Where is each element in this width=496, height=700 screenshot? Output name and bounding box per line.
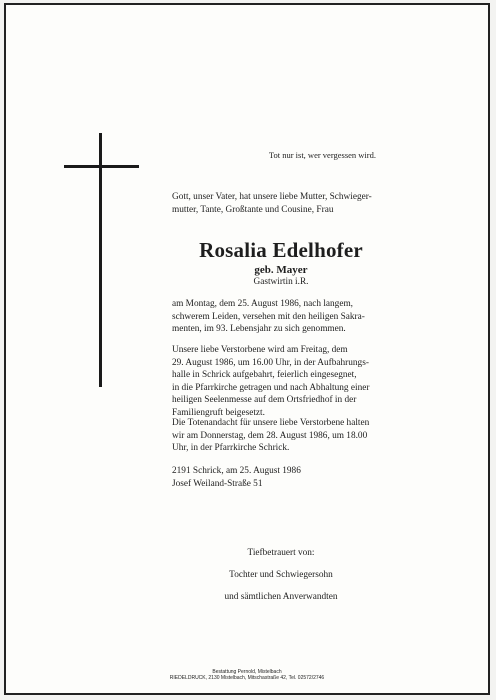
parte-sheet — [4, 3, 490, 695]
paragraph-line: Unsere liebe Verstorbene wird am Freitag, dem — [172, 345, 348, 355]
intro-text — [172, 191, 390, 216]
death-paragraph — [172, 298, 390, 336]
paragraph-line: Uhr, in der Pfarrkirche Schrick. — [172, 443, 290, 454]
paragraph-line: am Montag, dem 25. August 1986, nach langem, — [172, 299, 354, 309]
maiden-name: geb. Mayer — [254, 264, 308, 276]
deceased-name: Rosalia Edelhofer — [199, 238, 363, 262]
imprint-line: RIEDELDRUCK, 2130 Mistelbach, Mitschastraße 42, Tel. 02572/2746 — [169, 675, 325, 681]
address: Josef Weiland-Straße 51 — [172, 478, 263, 489]
paragraph-line: Familiengruft beigesetzt. — [172, 407, 265, 418]
paragraph-line: schwerem Leiden, versehen mit den heiligen Sakra- — [172, 311, 365, 322]
cross-icon — [99, 133, 102, 387]
imprint-line: Bestattung Pernold, Mistelbach — [212, 669, 282, 675]
funeral-paragraph — [172, 344, 390, 420]
motto: Tot nur ist, wer vergessen wird. — [268, 150, 376, 160]
place-and-address — [172, 465, 390, 490]
paragraph-line: heiligen Seelenmesse auf dem Ortsfriedhof in der — [172, 395, 357, 406]
intro-line: Gott, unser Vater, hat unsere liebe Mutter, Schwieger- — [172, 192, 372, 202]
cross-icon-crossbar — [64, 165, 139, 168]
intro-line: mutter, Tante, Großtante und Cousine, Frau — [172, 204, 334, 215]
place-date: 2191 Schrick, am 25. August 1986 — [172, 466, 301, 476]
paragraph-line: Die Totenandacht für unsere liebe Verstorbene halten — [172, 418, 370, 428]
printer-imprint — [6, 669, 488, 681]
mourners-line: und sämtlichen Anverwandten — [224, 592, 338, 602]
paragraph-line: halle in Schrick aufgebahrt, feierlich eingesegnet, — [172, 370, 357, 381]
mourners-line: Tochter und Schwiegersohn — [229, 570, 333, 580]
vigil-paragraph — [172, 417, 390, 455]
mourners-heading: Tiefbetrauert von: — [247, 548, 315, 558]
paragraph-line: 29. August 1986, um 16.00 Uhr, in der Aufbahrungs- — [172, 357, 369, 368]
paragraph-line: in die Pfarrkirche getragen und nach Abhaltung einer — [172, 382, 370, 393]
paragraph-line: menten, im 93. Lebensjahr zu sich genommen. — [172, 324, 346, 335]
paragraph-line: wir am Donnerstag, dem 28. August 1986, um 18.00 — [172, 430, 368, 441]
deceased-title: Gastwirtin i.R. — [253, 277, 309, 287]
